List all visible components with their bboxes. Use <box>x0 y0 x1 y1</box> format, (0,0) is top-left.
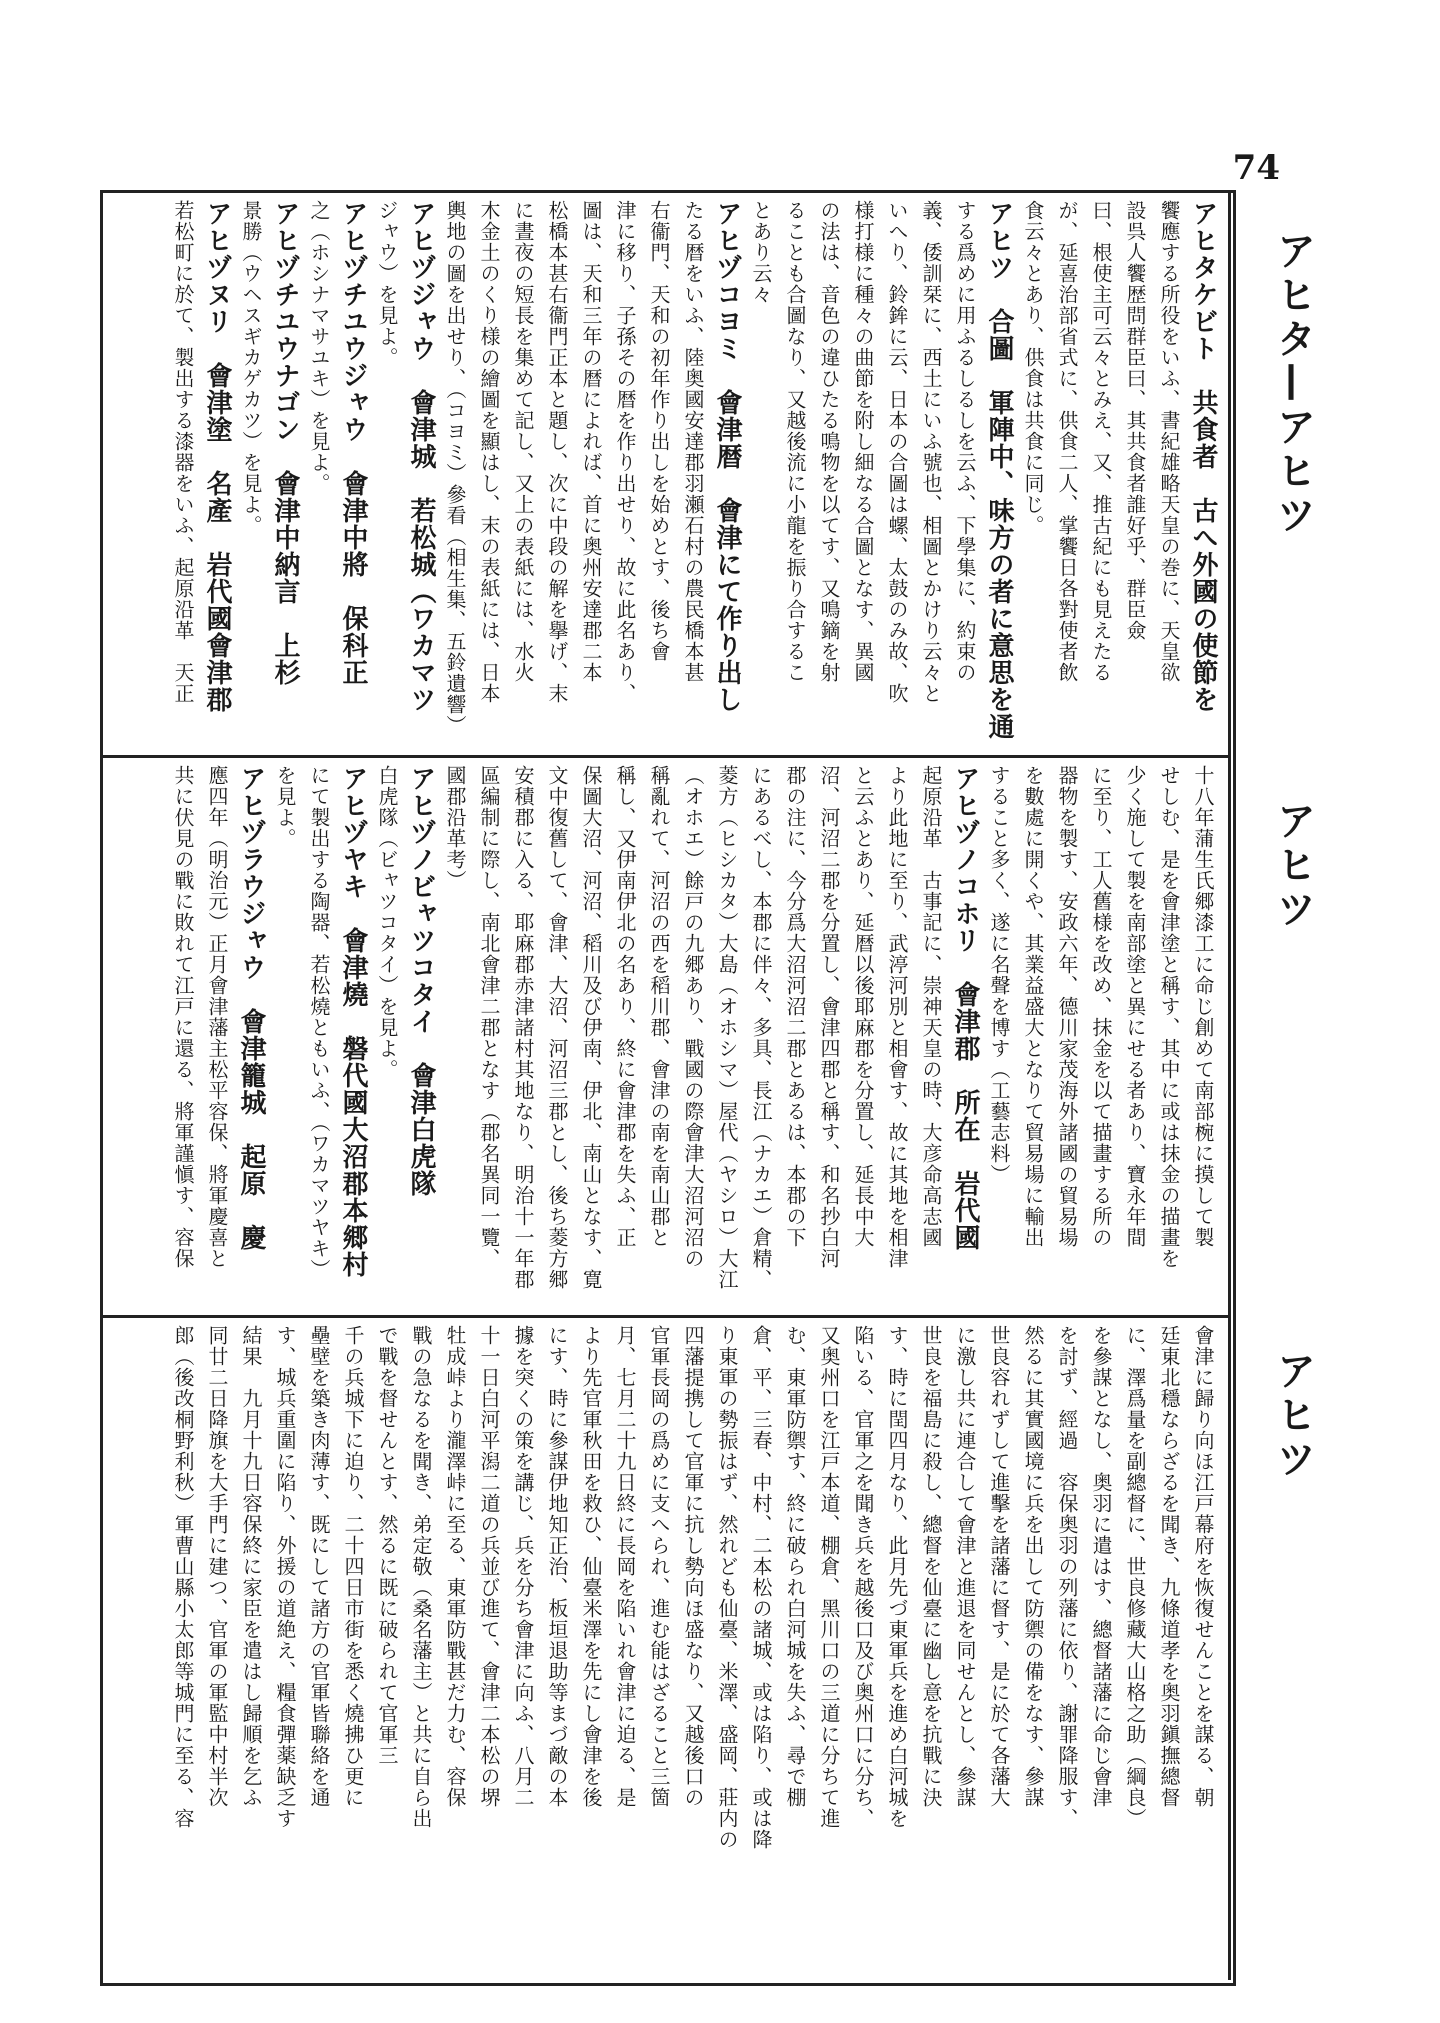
text-line: を見よ。 <box>273 765 297 849</box>
text-line: 様打様に種々の曲節を附し細なる合圖となす、異國 <box>851 200 875 683</box>
text-line: 牡成峠より瀧澤峠に至る、東軍防戰甚だ力む、容保 <box>443 1325 467 1808</box>
column-divider <box>1228 190 1231 1980</box>
text-line: 結果 九月十九日容保終に家臣を遣はし歸順を乞ふ <box>239 1325 263 1808</box>
text-line: に、澤爲量を副總督に、世良修藏大山格之助（綱良） <box>1123 1325 1147 1829</box>
text-line: 廷東北穩ならざるを聞き、九條道孝を奥羽鎭撫總督 <box>1157 1325 1181 1808</box>
text-line: 文中復舊して、會津、大沼、河沼三郡とし、後ち菱方郷 <box>545 765 569 1290</box>
text-line: 區編制に際し、南北會津二郡となす（郡名異同一覽、 <box>477 765 501 1269</box>
text-line: 若松町に於て、製出する漆器をいふ、起原沿革 天正 <box>171 200 195 704</box>
text-line: とあり云々 <box>749 200 773 305</box>
section-header-bottom: アヒツ <box>1270 1350 1316 1482</box>
text-line: にて製出する陶器、若松燒ともいふ、（ワカマツヤキ） <box>307 765 331 1280</box>
entry-headword-line: アヒヅノビャツコタイ 會津白虎隊 <box>406 765 436 1197</box>
text-line: 十八年蒲生氏郷漆工に命じ創めて南部椀に摸して製 <box>1191 765 1215 1248</box>
text-line: 稱亂れて、河沼の西を稻川郡、會津の南を南山郡と <box>647 765 671 1248</box>
entry-headword-line: アヒヅチユウナゴン 會津中納言 上杉 <box>270 200 300 686</box>
text-line: 景勝（ウヘスギカゲカツ）を見よ。 <box>239 200 263 536</box>
text-line: 右衞門、天和の初年作り出しを始めとす、後ち會 <box>647 200 671 662</box>
page-number: 74 <box>1232 148 1280 188</box>
text-line: する爲めに用ふるしるしを云ふ、下學集に、約束の <box>953 200 977 683</box>
text-line: いへり、鈴鉾に云、日本の合圖は螺、太鼓のみ故、吹 <box>885 200 909 704</box>
text-line: 白虎隊（ビャツコタイ）を見よ。 <box>375 765 399 1080</box>
text-line: を參謀となし、奥羽に遣はす、總督諸藩に命じ會津 <box>1089 1325 1113 1808</box>
entry-headword-line: アヒツ 合圖 軍陣中、味方の者に意思を通 <box>984 200 1014 740</box>
text-line: 共に伏見の戰に敗れて江戸に還る、將軍謹愼す、容保 <box>171 765 195 1269</box>
text-line: 稱し、又伊南伊北の名あり、終に會津郡を失ふ、正 <box>613 765 637 1248</box>
text-panel-bottom <box>110 1325 1220 1970</box>
text-line: 倉、平、三春、中村、二本松の諸城、或は陷り、或は降 <box>749 1325 773 1850</box>
text-line: 輿地の圖を出せり、（コヨミ）參看（相生集、五鈴遺響） <box>443 200 467 736</box>
text-line: 又奥州口を江戸本道、棚倉、黑川口の三道に分ちて進 <box>817 1325 841 1829</box>
entry-headword-line: アヒヅヤキ 會津燒 磐代國大沼郡本郷村 <box>338 765 368 1278</box>
text-line: 四藩提携して官軍に抗し勢向ほ盛なり、又越後口の <box>681 1325 705 1808</box>
text-line: 千の兵城下に迫り、二十四日市街を悉く燒拂ひ更に <box>341 1325 365 1808</box>
text-line: 國郡沿革考） <box>443 765 467 891</box>
text-line: 菱方（ヒシカタ）大島（オホシマ）屋代（ヤシロ）大江 <box>715 765 739 1290</box>
text-line: 之（ホシナマサユキ）を見よ。 <box>307 200 331 494</box>
entry-headword-line: アヒヅジャウ 會津城 若松城（ワカマツ <box>406 200 436 713</box>
text-line: 官軍長岡の爲めに支へられ、進む能はざること三箇 <box>647 1325 671 1808</box>
text-line: すること多く、遂に名聲を博す（工藝志料） <box>987 765 1011 1185</box>
text-line: 木金土のくり様の繪圖を顯はし、末の表紙には、日本 <box>477 200 501 704</box>
entry-headword-line: アヒヅチユウジャウ 會津中將 保科正 <box>338 200 368 686</box>
entry-headword-line: アヒタケビト 共食者 古へ外國の使節を <box>1188 200 1218 713</box>
text-line: り東軍の勢振はず、然れども仙臺、米澤、盛岡、莊内の <box>715 1325 739 1850</box>
text-line: 曰、根使主可云々とみえ、又、推古紀にも見えたる <box>1089 200 1113 683</box>
text-line: の法は、音色の違ひたる鳴物を以てす、又鳴鏑を射 <box>817 200 841 683</box>
text-panel-middle <box>110 765 1220 1305</box>
row-divider-upper <box>100 755 1230 758</box>
text-line: 壘壁を築き肉薄す、既にして諸方の官軍皆聯絡を通 <box>307 1325 331 1808</box>
text-line: 世良容れずして進擊を諸藩に督す、是に於て各藩大 <box>987 1325 1011 1808</box>
text-line: す、時に閏四月なり、此月先づ東軍兵を進め白河城を <box>885 1325 909 1829</box>
text-line: より此地に至り、武渟河別と相會す、故に其地を相津 <box>885 765 909 1269</box>
entry-headword-line: アヒヅラウジャウ 會津籠城 起原 慶 <box>236 765 266 1251</box>
text-line: 月、七月二十九日終に長岡を陷いれ會津に迫る、是 <box>613 1325 637 1808</box>
text-line: 據を突くの策を講じ、兵を分ち會津に向ふ、八月二 <box>511 1325 535 1808</box>
text-line: 圖は、天和三年の暦によれば、首に奥州安達郡二本 <box>579 200 603 683</box>
text-line: 沼、河沼二郡を分置し、會津四郡と稱す、和名抄白河 <box>817 765 841 1269</box>
text-line: 戰の急なるを聞き、弟定敬（桑名藩主）と共に自ら出 <box>409 1325 433 1829</box>
text-line: す、城兵重圍に陷り、外援の道絶え、糧食彈薬缺乏す <box>273 1325 297 1829</box>
text-line: と云ふとあり、延暦以後耶麻郡を分置し、延長中大 <box>851 765 875 1248</box>
text-line: が、延喜治部省式に、供食二人、掌饗日各對使者飲 <box>1055 200 1079 683</box>
text-line: を討ず、經過 容保奥羽の列藩に依り、謝罪降服す、 <box>1055 1325 1079 1829</box>
text-line: ることも合圖なり、又越後流に小龍を振り合するこ <box>783 200 807 683</box>
text-line: 十一日白河平潟二道の兵並び進て、會津二本松の堺 <box>477 1325 501 1808</box>
text-line: 郡の注に、今分爲大沼河沼二郡とあるは、本郡の下 <box>783 765 807 1248</box>
text-line: たる暦をいふ、陸奥國安達郡羽瀬石村の農民橋本甚 <box>681 200 705 683</box>
text-line: 食云々とあり、供食は共食に同じ。 <box>1021 200 1045 536</box>
text-line: む、東軍防禦す、終に破られ白河城を失ふ、尋で棚 <box>783 1325 807 1808</box>
text-panel-top <box>110 200 1220 745</box>
text-line: （オホエ）餘戸の九郷あり、戰國の際會津大沼河沼の <box>681 765 705 1269</box>
text-line: を數處に開くや、其業益盛大となりて貿易場に輸出 <box>1021 765 1045 1248</box>
entry-headword-line: アヒヅコヨミ 會津暦 會津にて作り出し <box>712 200 742 713</box>
text-line: 保圖大沼、河沼、稻川及び伊南、伊北、南山となす、寛 <box>579 765 603 1290</box>
text-line: 設呉人饗歴問群臣曰、其共食者誰好乎、群臣僉 <box>1123 200 1147 641</box>
text-line: 然るに其實國境に兵を出して防禦の備をなす、參謀 <box>1021 1325 1045 1808</box>
text-line: 陷いる、官軍之を聞き兵を越後口及び奥州口に分ち、 <box>851 1325 875 1829</box>
text-line: 松橋本甚右衞門正本と題し、次に中段の解を擧げ、末 <box>545 200 569 704</box>
text-line: 世良を福島に殺し、總督を仙臺に幽し意を抗戰に決 <box>919 1325 943 1808</box>
text-line: にす、時に參謀伊地知正治、板垣退助等まづ敵の本 <box>545 1325 569 1808</box>
text-line: せしむ、是を會津塗と稱す、其中に或は抹金の描畫を <box>1157 765 1181 1269</box>
text-line: 少く施して製を南部塗と異にせる者あり、寶永年間 <box>1123 765 1147 1248</box>
text-line: 安積郡に入る、耶麻郡赤津諸村其地なり、明治十一年郡 <box>511 765 535 1290</box>
text-line: にあるべし、本郡に伴々、多具、長江（ナカエ）倉精、 <box>749 765 773 1290</box>
entry-headword-line: アヒヅノコホリ 會津郡 所在 岩代國 <box>950 765 980 1251</box>
text-line: 義、倭訓栞に、西土にいふ號也、相圖とかけり云々と <box>919 200 943 704</box>
text-line: に至り、工人舊様を改め、抹金を以て描畫する所の <box>1089 765 1113 1248</box>
section-header-middle: アヒツ <box>1270 800 1316 932</box>
row-divider-lower <box>100 1315 1230 1318</box>
text-line: より先官軍秋田を救ひ、仙臺米澤を先にし會津を後 <box>579 1325 603 1808</box>
text-line: 饗應する所役をいふ、書紀雄略天皇の巻に、天皇欲 <box>1157 200 1181 683</box>
text-line: 會津に歸り向ほ江戸幕府を恢復せんことを謀る、朝 <box>1191 1325 1215 1808</box>
text-line: 津に移り、子孫その暦を作り出せり、故に此名あり、 <box>613 200 637 704</box>
text-line: に激し共に連合して會津と進退を同せんとし、參謀 <box>953 1325 977 1808</box>
text-line: に晝夜の短長を集めて記し、又上の表紙には、水火 <box>511 200 535 683</box>
text-line: 同廿二日降旗を大手門に建つ、官軍の軍監中村半次 <box>205 1325 229 1808</box>
text-line: 郎（後改桐野利秋）軍曹山縣小太郎等城門に至る、容 <box>171 1325 195 1829</box>
text-line: 應四年（明治元）正月會津藩主松平容保、將軍慶喜と <box>205 765 229 1269</box>
text-line: 起原沿革 古事記に、崇神天皇の時、大彦命高志國 <box>919 765 943 1248</box>
text-line: ジャウ）を見よ。 <box>375 200 399 368</box>
section-header-top: アヒタ—アヒツ <box>1270 230 1316 538</box>
entry-headword-line: アヒヅヌリ 會津塗 名產 岩代國會津郡 <box>202 200 232 713</box>
text-line: で戰を督せんとす、然るに既に破られて官軍三 <box>375 1325 399 1766</box>
text-line: 器物を製す、安政六年、德川家茂海外諸國の貿易場 <box>1055 765 1079 1248</box>
